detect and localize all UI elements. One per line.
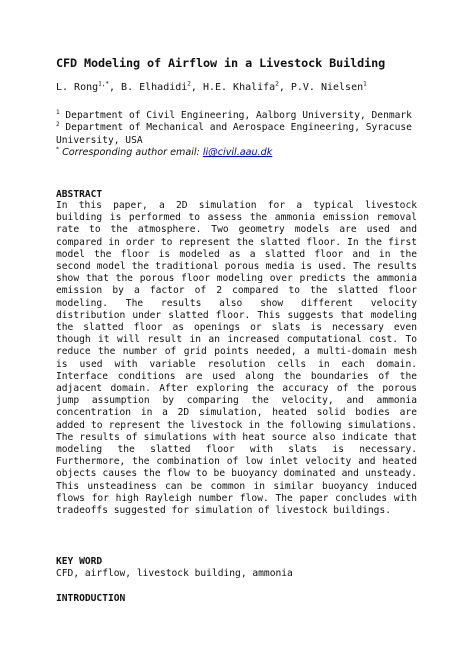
corresponding-author-line — [56, 147, 426, 159]
author-name: P.V. Nielsen — [290, 82, 364, 93]
author-separator: , — [109, 82, 122, 93]
affiliation-text: University, USA — [56, 134, 143, 146]
paper-title: CFD Modeling of Airflow in a Livestock Building — [56, 56, 386, 70]
abstract-heading: ABSTRACT — [56, 189, 103, 200]
affiliation-block — [56, 110, 426, 160]
author-name: B. Elhadidi — [121, 82, 188, 93]
author-affiliation-mark: 1,* — [98, 80, 109, 88]
keyword-heading: KEY WORD — [56, 556, 103, 567]
corresponding-mark: * — [56, 146, 59, 154]
affiliation-line — [56, 135, 426, 147]
author-list — [56, 82, 367, 93]
author-affiliation-mark: 1 — [363, 80, 367, 88]
affiliation-mark: 2 — [56, 121, 60, 129]
affiliation-mark: 1 — [56, 108, 60, 116]
author-affiliation-mark: 2 — [275, 80, 279, 88]
affiliation-line — [56, 122, 426, 134]
corresponding-label: Corresponding author email: — [62, 147, 203, 159]
keyword-list: CFD, airflow, livestock building, ammonia — [56, 568, 293, 579]
abstract-paragraph: In this paper, a 2D simulation for a typical livestock building is performed to assess the ammonia emission removal rate to the atmosphere. Two geometry models are used and compared in order to represent the slatted floor. In the first model the floor is modeled as a slatted floor and in the second model the traditional porous media is used. The results show that the porous floor modeling over predicts the ammonia emission by a factor of 2 compared to the slatted floor modeling. The results also show different velocity distribution under slatted floor. This suggests that modeling the slatted floor as openings or slats is necessary even though it will result in an increased computational cost. To reduce the number of grid points needed, a multi-domain mesh is used with variable resolution cells in each domain. Interface conditions are used along the boundaries of the adjacent domain. After exploring the accuracy of the porous jump assumption by comparing the velocity, and ammonia concentration in a 2D simulation, heated solid bodies are added to represent the livestock in the following simulations. The results of simulations with heat source also indicate that modeling the slatted floor with slats is necessary. Furthermore, the combination of low inlet velocity and heated objects causes the flow to be buoyancy dominated and unsteady. This unsteadiness can be common in similar buoyancy induced flows for high Rayleigh number flow. The paper concludes with tradeoffs suggested for simulation of livestock buildings. — [56, 200, 417, 517]
author-separator: , — [278, 82, 291, 93]
author-name: H.E. Khalifa — [202, 82, 276, 93]
email-link[interactable]: li@civil.aau.dk — [202, 147, 273, 159]
author-affiliation-mark: 2 — [187, 80, 191, 88]
author-separator: , — [190, 82, 203, 93]
author-name: L. Rong — [56, 82, 99, 93]
affiliation-text: Department of Civil Engineering, Aalborg University, Denmark — [65, 110, 412, 121]
affiliation-line — [56, 110, 426, 122]
affiliation-text: Department of Mechanical and Aerospace Engineering, Syracuse — [65, 122, 412, 134]
introduction-heading: INTRODUCTION — [56, 593, 126, 604]
